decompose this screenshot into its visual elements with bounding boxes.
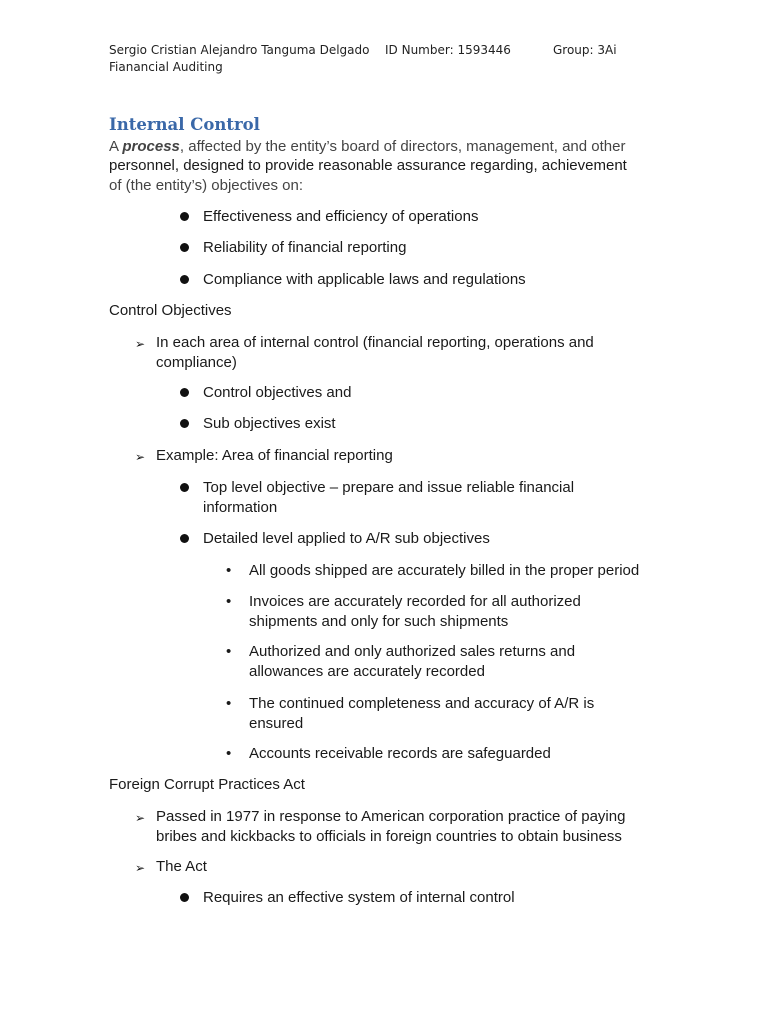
id-number: ID Number: 1593446 (385, 43, 511, 57)
bullet-icon (180, 388, 189, 397)
author-name: Sergio Cristian Alejandro Tanguma Delgado (109, 43, 370, 57)
ar-item: Accounts receivable records are safeguarded (249, 745, 551, 762)
bullet-icon (180, 212, 189, 221)
definition-line-2: personnel, designed to provide reasonable assurance regarding, achievement (109, 157, 627, 174)
objective-item: Effectiveness and efficiency of operations (203, 208, 479, 225)
arrow-bullet-icon: ➢ (135, 861, 146, 875)
small-bullet-icon: • (226, 643, 232, 660)
fcpa-heading: Foreign Corrupt Practices Act (109, 776, 305, 793)
arrow-item: The Act (156, 858, 207, 875)
control-objectives-heading: Control Objectives (109, 302, 232, 319)
ar-item: Authorized and only authorized sales returns and allowances are accurately recorded (249, 643, 576, 680)
arrow-item: Example: Area of financial reporting (156, 447, 393, 464)
small-bullet-icon: • (226, 745, 232, 762)
objective-item: Reliability of financial reporting (203, 239, 407, 256)
sub-item: Requires an effective system of internal control (203, 889, 515, 906)
bullet-icon (180, 419, 189, 428)
arrow-item: In each area of internal control (financial reporting, operations and compliance) (156, 334, 594, 371)
definition-line-3: of (the entity’s) objectives on: (109, 177, 303, 194)
ar-item: Invoices are accurately recorded for all authorized shipments and only for such shipments (249, 593, 581, 630)
bullet-icon (180, 483, 189, 492)
bullet-icon (180, 534, 189, 543)
small-bullet-icon: • (226, 593, 232, 610)
bullet-icon (180, 275, 189, 284)
section-title: Internal Control (109, 115, 260, 134)
sub-item: Sub objectives exist (203, 415, 336, 432)
course-name: Fianancial Auditing (109, 60, 223, 74)
definition-line-1 (109, 137, 625, 157)
ar-item: The continued completeness and accuracy of A/R is ensured (249, 695, 595, 732)
small-bullet-icon: • (226, 562, 232, 579)
sub-item: Top level objective – prepare and issue reliable financial information (203, 479, 575, 516)
process-emphasis: process (122, 138, 180, 155)
bullet-icon (180, 893, 189, 902)
arrow-bullet-icon: ➢ (135, 450, 146, 464)
arrow-bullet-icon: ➢ (135, 337, 146, 351)
arrow-item: Passed in 1977 in response to American corporation practice of paying bribes and kickbacks to officials in foreign countries to obtain business (156, 808, 626, 845)
bullet-icon (180, 243, 189, 252)
ar-item: All goods shipped are accurately billed in the proper period (249, 562, 640, 579)
group-label: Group: 3Ai (553, 43, 617, 57)
definition-rest: , affected by the entity’s board of directors, management, and other (179, 138, 626, 155)
objective-item: Compliance with applicable laws and regulations (203, 271, 526, 288)
sub-item: Detailed level applied to A/R sub objectives (203, 530, 490, 547)
sub-item: Control objectives and (203, 384, 352, 401)
arrow-bullet-icon: ➢ (135, 811, 146, 825)
small-bullet-icon: • (226, 695, 232, 712)
definition-lead: A (109, 138, 123, 155)
